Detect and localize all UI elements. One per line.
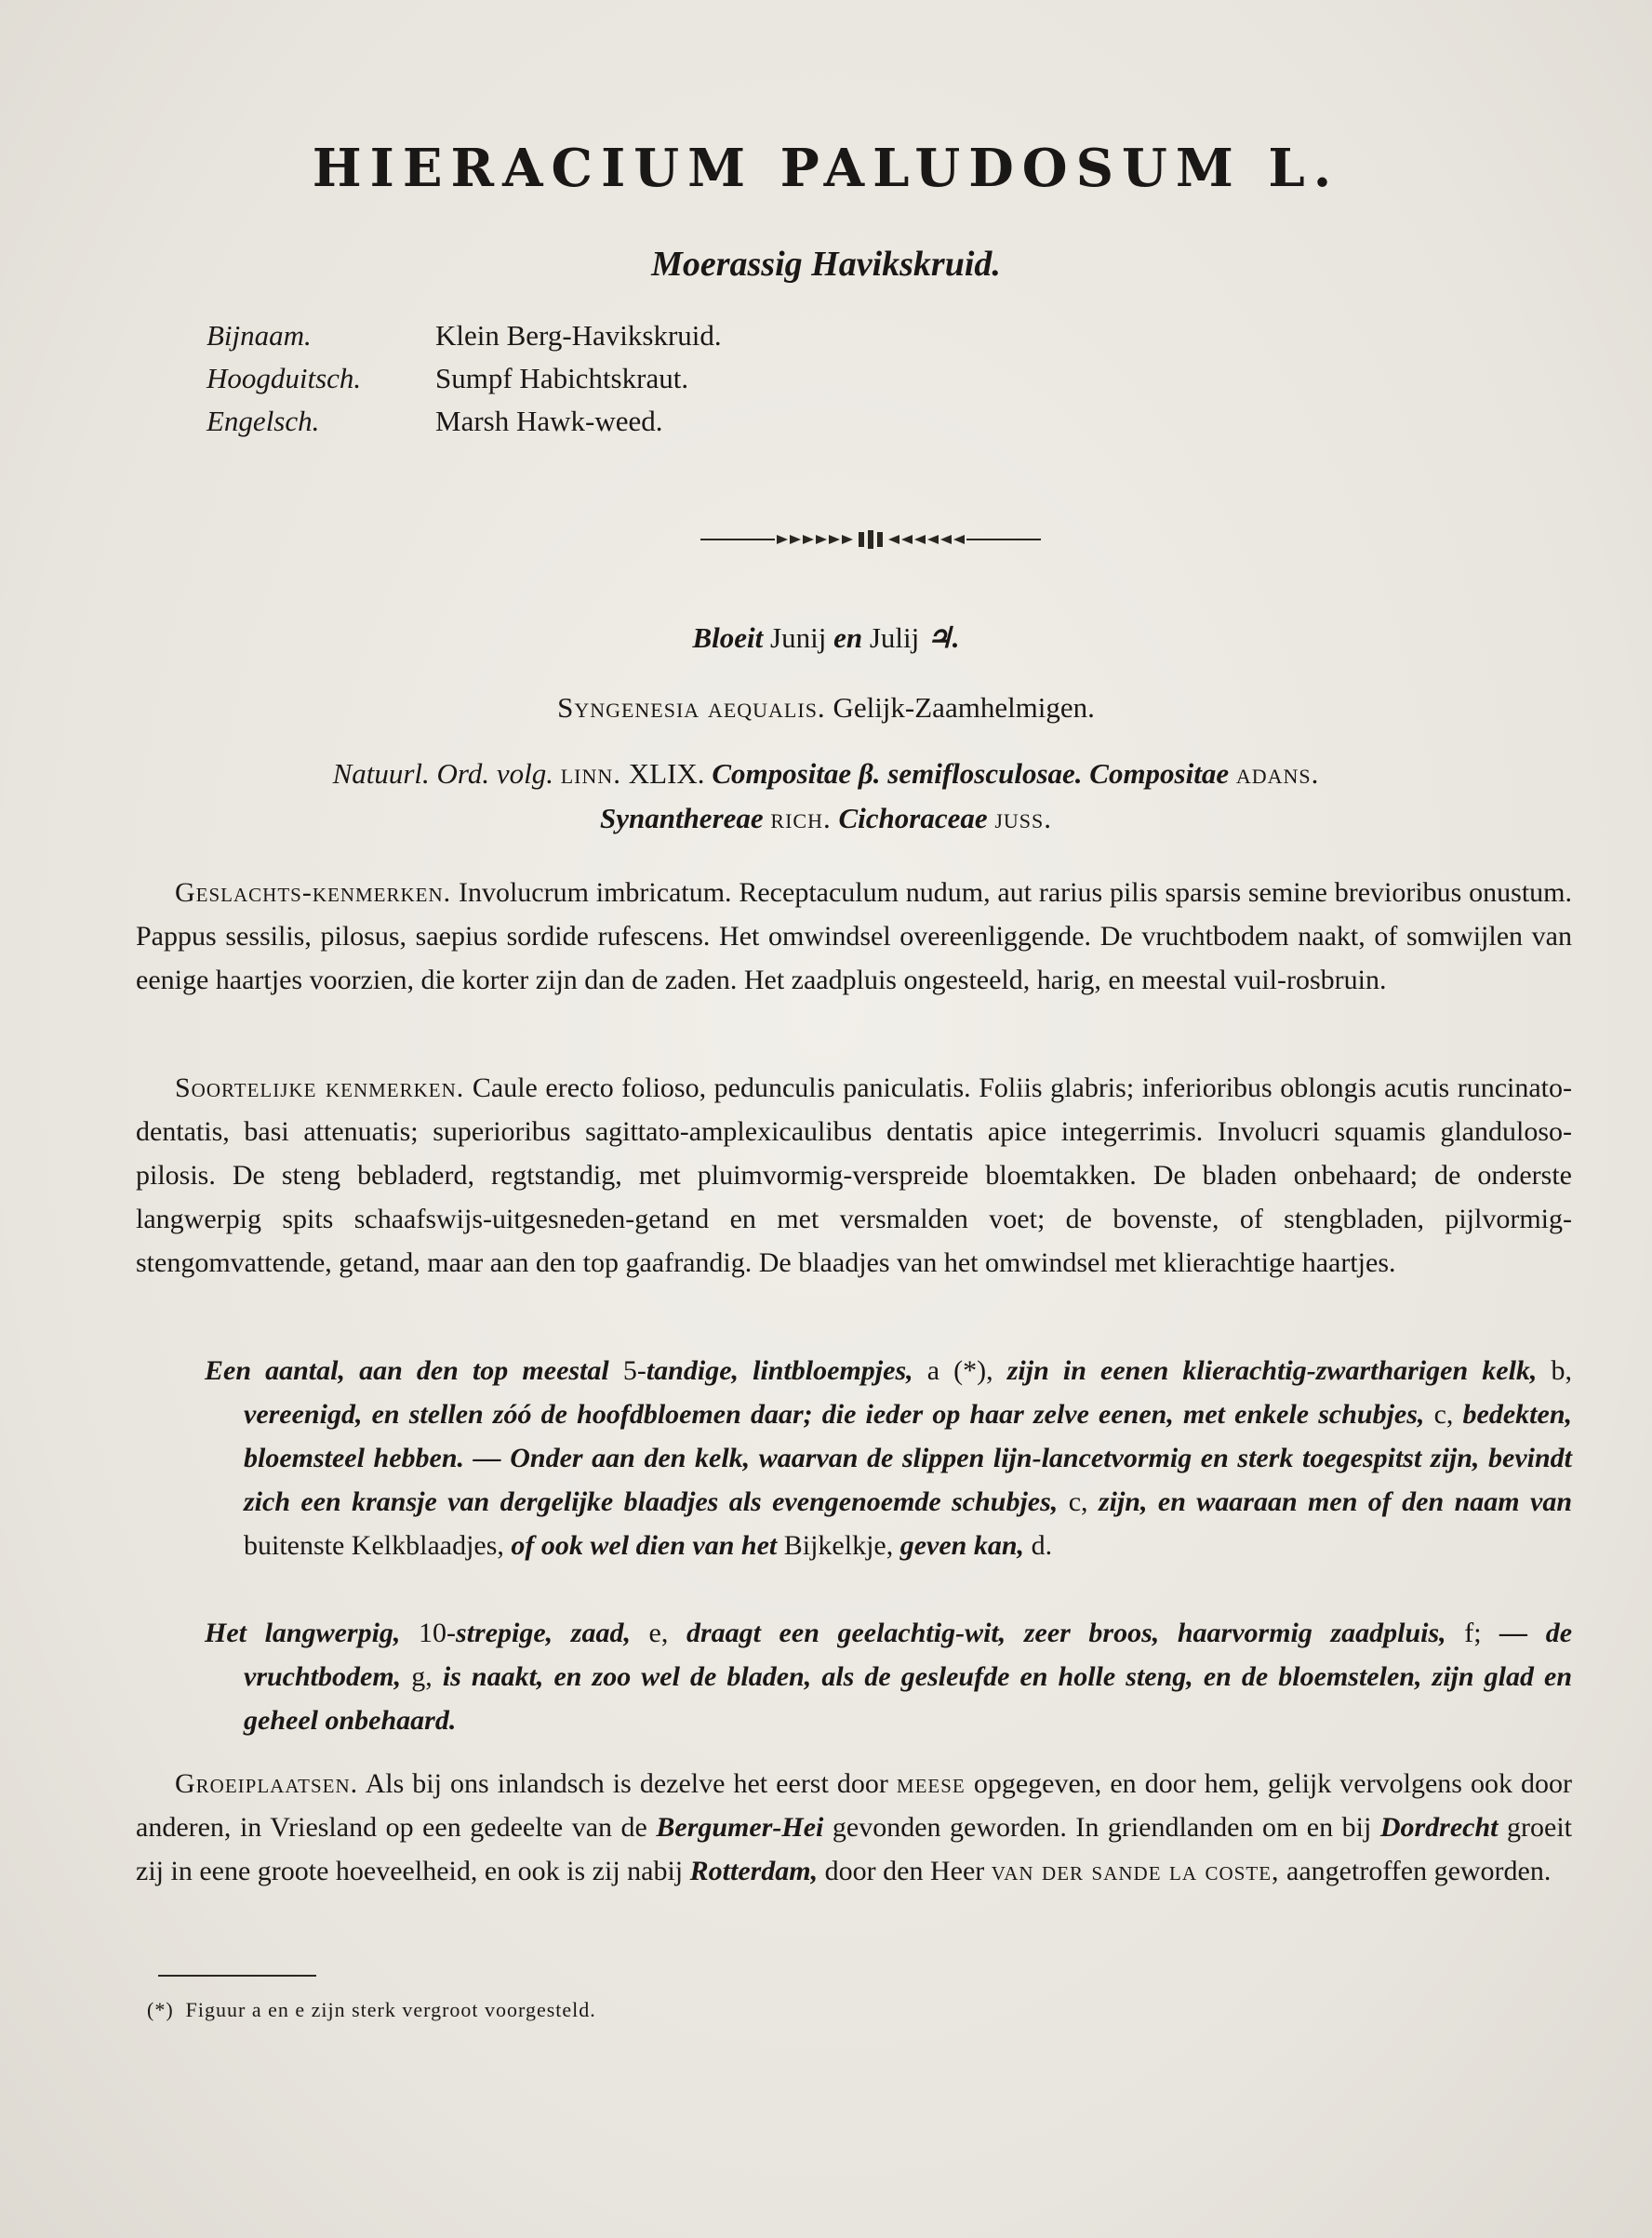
dutch-name: Moerassig Havikskruid.	[651, 245, 1001, 284]
order-synanthereae: Synanthereae	[599, 802, 764, 834]
habitat-text: Als bij ons inlandsch is dezelve het eerst door	[365, 1768, 888, 1799]
habitat-text: opgegeven, en door hem, gelijk vervolgens ook door anderen, in Vriesland op een gedeelte van de	[136, 1768, 1573, 1843]
desc-text: strepige, zaad,	[456, 1618, 631, 1648]
name-row-hoogduitsch	[206, 357, 722, 400]
desc-text: — de vruchtbodem,	[244, 1618, 1573, 1692]
order-compositae: Compositae β. semiflosculosae.	[712, 757, 1083, 790]
habitat-text: aangetroffen geworden.	[1286, 1856, 1552, 1886]
person-name: meese	[896, 1768, 966, 1799]
page-title: HIERACIUM PALUDOSUM L.	[312, 138, 1340, 199]
name-row-bijnaam	[206, 314, 722, 357]
name-key: Bijnaam.	[206, 319, 312, 352]
genus-text: Involucrum imbricatum. Receptaculum nudum, aut rarius pilis sparsis semine brevioribus onustum. Pappus sessilis, pilosus, saepius sordide rufescens. Het omwindsel overeenliggende. De vruchtbodem naakt, of somwijlen van eenige haartjes voorzien, die korter zijn dan de zaden. Het zaadpluis ongesteeld, harig, en meestal vuil-rosbruin.	[136, 877, 1573, 995]
class-translation: Gelijk-Zaamhelmigen.	[833, 691, 1095, 724]
desc-text: Het langwerpig,	[205, 1618, 401, 1648]
desc-text: bedekten, bloemsteel hebben. — Onder aan den kelk, waarvan de slippen lijn-lancetvormig en sterk toegespitst zijn, bevindt zich een kransje van dergelijke blaadjes als evengenoemde schubjes,	[244, 1399, 1572, 1517]
desc-number: 10-	[419, 1618, 457, 1648]
author-juss: juss.	[994, 802, 1053, 834]
desc-number: 5-	[622, 1355, 646, 1386]
habitat-heading: Groeiplaatsen.	[175, 1768, 359, 1799]
class-name: Syngenesia aequalis.	[557, 691, 826, 724]
footnote-text: Figuur a en e zijn sterk vergroot voorgesteld.	[185, 1998, 596, 2021]
figure-ref-d: d.	[1031, 1530, 1053, 1561]
name-value: Sumpf Habichtskraut.	[435, 362, 689, 394]
flowering-and: en	[833, 621, 863, 654]
place-name: Dordrecht	[1379, 1812, 1499, 1843]
linnaean-class	[0, 691, 1652, 725]
author-rich: rich.	[770, 802, 832, 834]
name-row-engelsch	[206, 400, 722, 443]
habitat-text: door den Heer	[824, 1856, 985, 1886]
natural-order-line1	[0, 757, 1652, 791]
desc-text: zijn in eenen klierachtig-zwartharigen kelk,	[1006, 1355, 1538, 1386]
footnote-rule	[158, 1975, 316, 1977]
name-value: Klein Berg-Havikskruid.	[435, 319, 722, 352]
author-adans: adans.	[1235, 757, 1320, 790]
desc-text: draagt een geelachtig-wit, zeer broos, haarvormig zaadpluis,	[686, 1618, 1446, 1648]
natural-order-line2	[0, 802, 1652, 835]
flowering-line	[0, 621, 1652, 655]
genus-characters	[136, 871, 1572, 1002]
desc-text: Een aantal, aan den top meestal	[205, 1355, 609, 1386]
flowering-label: Bloeit	[692, 621, 764, 654]
author-linn: linn.	[560, 757, 622, 790]
species-text: Caule erecto folioso, pedunculis paniculatis. Foliis glabris; inferioribus oblongis acutis runcinato-dentatis, basi attenuatis; superioribus sagittato-amplexicaulibus dentatis apice integerrimis. Involucri squamis glanduloso-pilosis. De steng bebladerd, regtstandig, met pluimvormig-verspreide bloemtakken. De bladen onbehaard; de onderste langwerpig spits schaafswijs-uitgesneden-getand en met versmalden voet; de bovenste, of stengbladen, pijlvormig-stengomvattende, getand, maar aan den top gaafrandig. De blaadjes van het omwindsel met klierachtige haartjes.	[136, 1072, 1573, 1278]
desc-text: of ook wel dien van het	[511, 1530, 778, 1561]
figure-ref-e: e,	[648, 1618, 669, 1648]
ornament-divider	[700, 528, 1041, 551]
figure-ref-g: g,	[411, 1661, 433, 1692]
desc-text: is naakt, en zoo wel de bladen, als de gesleufde en holle steng, en de bloemstelen, zijn glad en geheel onbehaard.	[244, 1661, 1573, 1736]
figure-ref-f: f;	[1464, 1618, 1482, 1648]
desc-text: geven kan,	[899, 1530, 1025, 1561]
desc-text: vereenigd, en stellen zóó de hoofdbloemen daar; die ieder op haar zelve eenen, met enkele schubjes,	[244, 1399, 1425, 1430]
vernacular-names	[206, 314, 722, 443]
name-value: Marsh Hawk-weed.	[435, 405, 663, 437]
footnote-mark: (*)	[147, 1998, 174, 2021]
species-characters	[136, 1066, 1572, 1285]
person-name: van der sande la coste,	[991, 1856, 1280, 1886]
habitat-text: groeit zij in eene groote hoeveelheid, en ook is zij nabij	[136, 1812, 1572, 1886]
figure-ref-c2: c,	[1068, 1486, 1088, 1517]
flowering-month2: Julij	[869, 621, 920, 654]
place-name: Rotterdam,	[689, 1856, 819, 1886]
desc-text: zijn, en waaraan men of den naam van	[1098, 1486, 1573, 1517]
figure-ref-a: a (*),	[926, 1355, 993, 1386]
desc-plain: buitenste Kelkblaadjes,	[244, 1530, 504, 1561]
footnote	[147, 1998, 596, 2022]
description-paragraph-1	[205, 1349, 1572, 1567]
perennial-symbol: ♃.	[926, 621, 960, 654]
habitat-text: gevonden geworden. In griendlanden om en bij	[832, 1812, 1372, 1843]
desc-plain: Bijkelkje,	[783, 1530, 894, 1561]
flowering-month1: Junij	[770, 621, 827, 654]
figure-ref-c: c,	[1433, 1399, 1454, 1430]
place-name: Bergumer-Hei	[656, 1812, 824, 1843]
genus-heading: Geslachts-kenmerken.	[175, 877, 452, 908]
order-compositae-2: Compositae	[1089, 757, 1230, 790]
species-heading: Soortelijke kenmerken.	[175, 1072, 465, 1103]
name-key: Hoogduitsch.	[206, 362, 362, 394]
description-paragraph-2	[205, 1611, 1572, 1742]
name-key: Engelsch.	[206, 405, 320, 437]
habitat-paragraph	[136, 1762, 1572, 1893]
order-cichoraceae: Cichoraceae	[838, 802, 988, 834]
desc-text: tandige, lintbloempjes,	[646, 1355, 913, 1386]
natural-order-label: Natuurl. Ord. volg.	[332, 757, 553, 790]
figure-ref-b: b,	[1551, 1355, 1573, 1386]
order-number: XLIX.	[628, 757, 705, 790]
